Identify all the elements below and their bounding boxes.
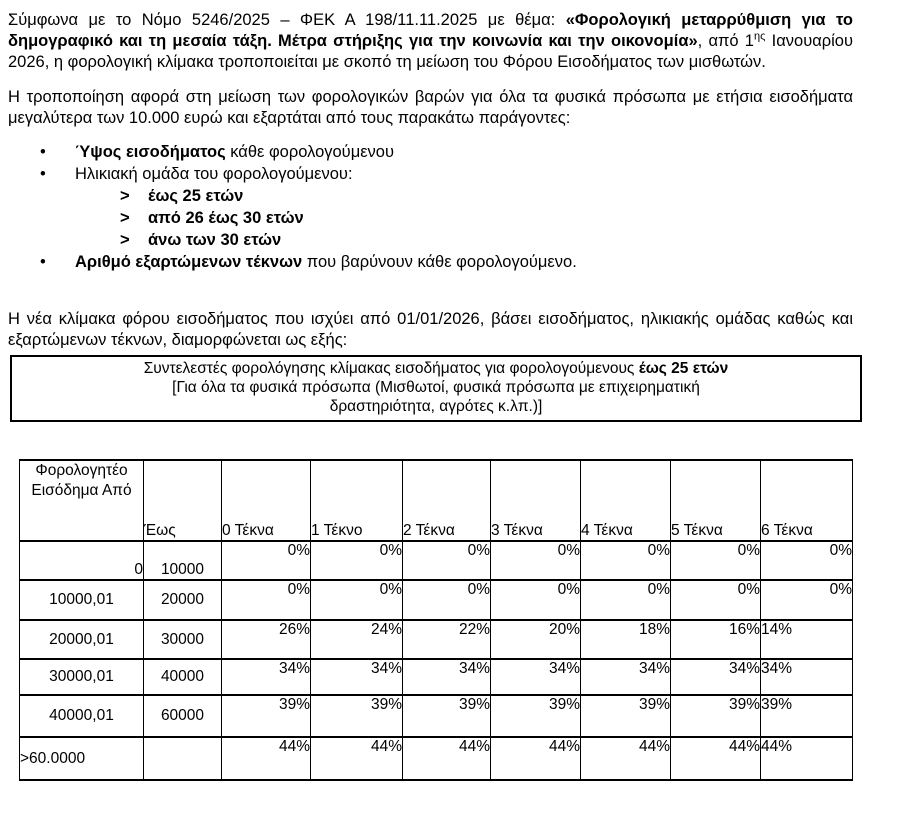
rate-cell: 34% [671, 659, 761, 695]
rate-cell: 39% [581, 695, 671, 737]
rate-cell: 39% [761, 695, 853, 737]
income-from-cell: 30000,01 [20, 659, 144, 695]
rate-cell: 0% [671, 541, 761, 580]
rate-cell: 24% [311, 620, 403, 659]
rate-cell: 14% [761, 620, 853, 659]
tax-rates-table [19, 459, 853, 781]
header-0-children: 0 Τέκνα [222, 460, 311, 541]
intro-text-after-theme: , από 1 [697, 32, 754, 50]
rate-cell: 0% [222, 541, 311, 580]
header-6-children: 6 Τέκνα [761, 460, 853, 541]
intro-text-before-theme: Σύμφωνα με το Νόμο 5246/2025 – ΦΕΚ Α 198/11.11.2025 με θέμα: [8, 11, 566, 29]
income-from-cell: >60.0000 [20, 737, 144, 780]
law-theme-title: «Φορολογική μεταρρύθμιση για το δημογραφικό και τη μεσαία τάξη. Μέτρα στήριξης για την κοινωνία και την οικονομία» [8, 11, 853, 50]
rate-cell: 34% [581, 659, 671, 695]
age-range-text: από 26 έως 30 ετών [148, 209, 304, 227]
rate-cell: 0% [581, 541, 671, 580]
rate-cell: 34% [311, 659, 403, 695]
rate-cell: 39% [222, 695, 311, 737]
box-subtitle-line2: δραστηριότητα, αγρότες κ.λπ.)] [329, 398, 543, 415]
rate-cell: 22% [403, 620, 491, 659]
table-row [20, 659, 853, 695]
list-item-age-under-25 [120, 185, 896, 207]
header-taxable-income-from: Φορολογητέο Εισόδημα Από [20, 460, 144, 541]
income-to-cell: 30000 [144, 620, 222, 659]
age-range-text: άνω των 30 ετών [148, 231, 282, 249]
income-from-cell: 0 [20, 541, 144, 580]
rate-cell: 0% [403, 541, 491, 580]
rate-cell: 44% [581, 737, 671, 780]
list-item-age-over-30 [120, 229, 896, 251]
income-to-cell: 40000 [144, 659, 222, 695]
rate-cell: 0% [311, 580, 403, 620]
rate-cell: 0% [761, 541, 853, 580]
income-to-cell: 20000 [144, 580, 222, 620]
table-header-row [20, 460, 853, 541]
income-to-cell: 10000 [144, 541, 222, 580]
rate-cell: 44% [761, 737, 853, 780]
intro-paragraph [8, 10, 853, 73]
rate-cell: 18% [581, 620, 671, 659]
rate-cell: 39% [311, 695, 403, 737]
chevron-bullet-icon: > [120, 209, 130, 227]
list-item-age-group [40, 163, 860, 185]
rate-cell: 26% [222, 620, 311, 659]
box-title-age-bold: έως 25 ετών [638, 360, 729, 377]
rate-cell: 44% [491, 737, 581, 780]
rate-cell: 34% [222, 659, 311, 695]
rate-cell: 44% [671, 737, 761, 780]
chevron-bullet-icon: > [120, 231, 130, 249]
header-3-children: 3 Τέκνα [491, 460, 581, 541]
header-1-child: 1 Τέκνο [311, 460, 403, 541]
modification-paragraph: Η τροποποίηση αφορά στη μείωση των φορολογικών βαρών για όλα τα φυσικά πρόσωπα με ετήσια εισοδήματα μεγαλύτερα των 10.000 ευρώ και εξαρτάται από τους παρακάτω παράγοντες: [8, 88, 853, 127]
list-item-children [40, 251, 860, 273]
rate-cell: 44% [403, 737, 491, 780]
rate-cell: 0% [311, 541, 403, 580]
box-title-line: Συντελεστές φορολόγησης κλίμακας εισοδήματος για φορολογούμενους έως 25 ετών [143, 360, 729, 377]
list-item-age-26-30 [120, 207, 896, 229]
date-ordinal-superscript: ης [753, 30, 766, 43]
rate-cell: 20% [491, 620, 581, 659]
factors-list [8, 141, 896, 273]
rate-cell: 16% [671, 620, 761, 659]
list-item-income [40, 141, 860, 163]
rate-cell: 0% [222, 580, 311, 620]
chevron-bullet-icon: > [120, 187, 130, 205]
bullet-icon: • [40, 143, 46, 161]
income-to-cell: 60000 [144, 695, 222, 737]
rate-cell: 44% [222, 737, 311, 780]
table-title-box [10, 355, 862, 422]
box-subtitle-line1: [Για όλα τα φυσικά πρόσωπα (Μισθωτοί, φυσικά πρόσωπα με επιχειρηματική [172, 379, 700, 396]
rate-cell: 0% [403, 580, 491, 620]
table-row [20, 737, 853, 780]
age-range-text: έως 25 ετών [148, 187, 244, 205]
header-5-children: 5 Τέκνα [671, 460, 761, 541]
table-row [20, 695, 853, 737]
rate-cell: 39% [671, 695, 761, 737]
income-from-cell: 20000,01 [20, 620, 144, 659]
table-row [20, 580, 853, 620]
table-row [20, 620, 853, 659]
header-2-children: 2 Τέκνα [403, 460, 491, 541]
intro-text-tail: Ιανουαρίου 2026, η φορολογική κλίμακα τροποποιείται με σκοπό τη μείωση του Φόρου Εισοδήματος των μισθωτών. [8, 32, 854, 71]
rate-cell: 44% [311, 737, 403, 780]
rate-cell: 0% [761, 580, 853, 620]
header-4-children: 4 Τέκνα [581, 460, 671, 541]
list-item-children-text: Αριθμό εξαρτώμενων τέκνων που βαρύνουν κάθε φορολογούμενο. [75, 253, 577, 271]
income-to-cell [144, 737, 222, 780]
income-from-cell: 40000,01 [20, 695, 144, 737]
list-item-age-group-text: Ηλικιακή ομάδα του φορολογούμενου: [75, 165, 353, 183]
rate-cell: 0% [491, 541, 581, 580]
rate-cell: 0% [671, 580, 761, 620]
bullet-icon: • [40, 253, 46, 271]
rate-cell: 34% [403, 659, 491, 695]
table-row [20, 541, 853, 580]
list-item-income-text: Ύψος εισοδήματος κάθε φορολογούμενου [75, 143, 395, 161]
header-up-to: Έως [144, 460, 222, 541]
rate-cell: 39% [403, 695, 491, 737]
scale-paragraph: Η νέα κλίμακα φόρου εισοδήματος που ισχύει από 01/01/2026, βάσει εισοδήματος, ηλικιακής ομάδας καθώς και εξαρτώμενων τέκνων, διαμορφώνεται ως εξής: [8, 310, 853, 349]
income-from-cell: 10000,01 [20, 580, 144, 620]
rate-cell: 39% [491, 695, 581, 737]
rate-cell: 34% [491, 659, 581, 695]
bullet-icon: • [40, 165, 46, 183]
rate-cell: 34% [761, 659, 853, 695]
rate-cell: 0% [491, 580, 581, 620]
rate-cell: 0% [581, 580, 671, 620]
